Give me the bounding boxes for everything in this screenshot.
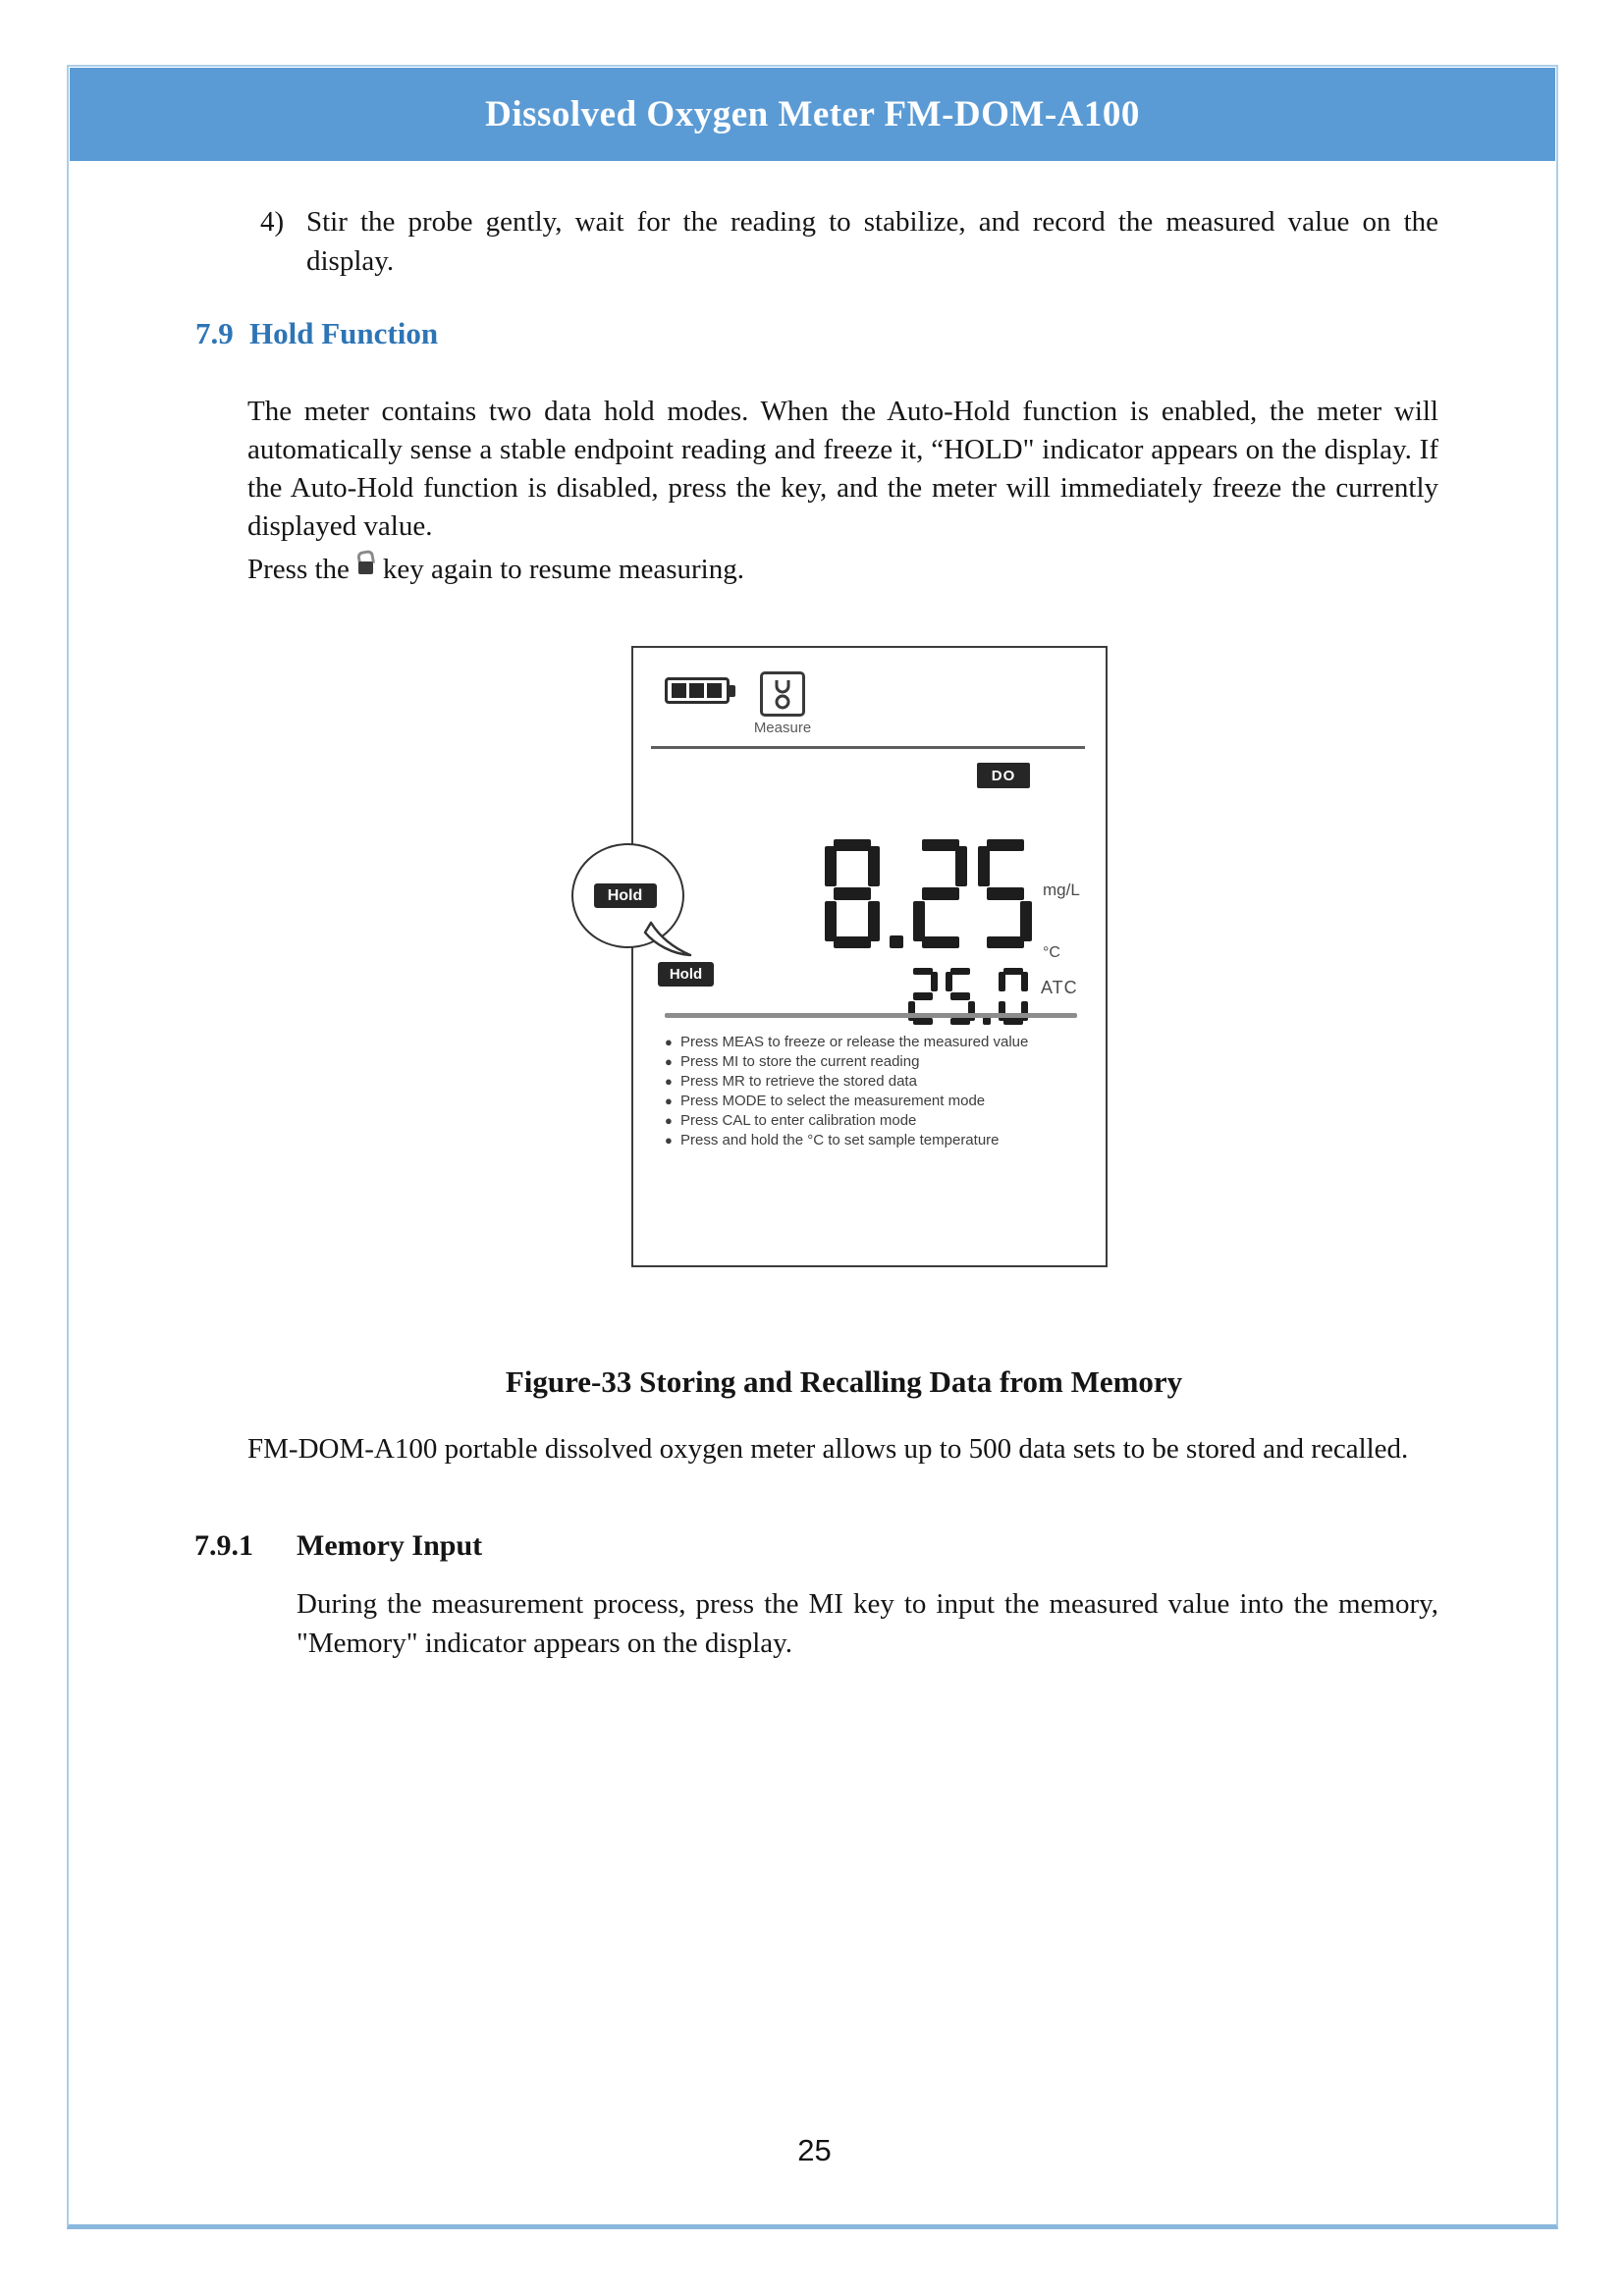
bullet-icon: ●	[665, 1133, 673, 1148]
key-instruction-list	[665, 1033, 1087, 1150]
list-item	[665, 1092, 1087, 1111]
list-item	[665, 1033, 1087, 1052]
instruction-text: Press MODE to select the measurement mode	[680, 1093, 986, 1109]
list-item	[665, 1052, 1087, 1072]
bullet-icon: ●	[665, 1035, 673, 1049]
press-suffix: key again to resume measuring.	[382, 554, 744, 585]
document-page	[67, 65, 1558, 2229]
battery-cell	[689, 683, 704, 698]
battery-nub	[729, 685, 735, 697]
display-divider-line	[651, 746, 1085, 749]
list-item	[665, 1111, 1087, 1131]
instruction-text: Press MEAS to freeze or release the measured value	[680, 1034, 1029, 1050]
measure-label: Measure	[753, 720, 812, 736]
bullet-icon: ●	[665, 1113, 673, 1128]
instruction-text: Press MI to store the current reading	[680, 1053, 920, 1070]
instruction-text: Press MR to retrieve the stored data	[680, 1073, 917, 1090]
probe-icon-glyph	[768, 677, 797, 711]
section-heading-7-9-1	[194, 1529, 482, 1563]
lock-body	[358, 561, 373, 574]
callout-tail	[643, 921, 696, 964]
bullet-icon: ●	[665, 1094, 673, 1108]
hold-function-paragraph: The meter contains two data hold modes. When the Auto-Hold function is enabled, the meter will automatically sense a stable endpoint reading and freeze it, “HOLD" indicator appears on the display. If the Auto-Hold function is disabled, press the key, and the meter will immediately freeze the currently displayed value.	[247, 396, 1438, 542]
battery-cell	[707, 683, 722, 698]
section-heading-7-9	[195, 316, 438, 351]
main-reading-digits	[820, 839, 1038, 948]
list-item	[665, 1072, 1087, 1092]
hold-indicator-badge: Hold	[658, 962, 714, 987]
press-prefix: Press the	[247, 554, 350, 585]
probe-icon	[760, 671, 805, 717]
page-number: 25	[797, 2133, 832, 2167]
display-bottom-line	[665, 1013, 1077, 1018]
unlock-icon	[357, 551, 375, 574]
numbered-list-item-4	[260, 202, 1438, 281]
battery-cell	[672, 683, 686, 698]
list-item-text: Stir the probe gently, wait for the reading to stabilize, and record the measured value on the display.	[306, 206, 1438, 277]
instruction-text: Press CAL to enter calibration mode	[680, 1112, 917, 1129]
document-title: Dissolved Oxygen Meter FM-DOM-A100	[485, 94, 1140, 134]
do-mode-badge: DO	[977, 763, 1030, 788]
bullet-icon: ●	[665, 1074, 673, 1089]
memory-input-paragraph: During the measurement process, press the MI key to input the measured value into the memory, "Memory" indicator appears on the display.	[297, 1588, 1438, 1659]
atc-indicator: ATC	[1041, 978, 1078, 997]
list-item	[665, 1131, 1087, 1150]
temperature-unit: °C	[1043, 944, 1060, 961]
meter-display-figure	[607, 646, 1108, 1267]
instruction-text: Press and hold the °C to set sample temperature	[680, 1132, 1000, 1148]
section-number: 7.9	[195, 316, 234, 350]
bullet-icon: ●	[665, 1054, 673, 1069]
section-number: 7.9.1	[194, 1529, 253, 1562]
figure-caption: Figure-33 Storing and Recalling Data from Memory	[505, 1364, 1183, 1399]
page-header-bar	[70, 68, 1555, 161]
memory-capacity-paragraph: FM-DOM-A100 portable dissolved oxygen meter allows up to 500 data sets to be stored and recalled.	[247, 1433, 1409, 1465]
battery-icon	[665, 677, 730, 704]
press-key-line	[247, 550, 744, 589]
battery-cells	[668, 680, 727, 701]
hold-callout-badge: Hold	[594, 883, 657, 908]
main-reading-unit: mg/L	[1043, 881, 1080, 899]
section-title: Memory Input	[297, 1529, 483, 1562]
section-title: Hold Function	[249, 316, 439, 350]
list-number: 4)	[260, 206, 285, 238]
